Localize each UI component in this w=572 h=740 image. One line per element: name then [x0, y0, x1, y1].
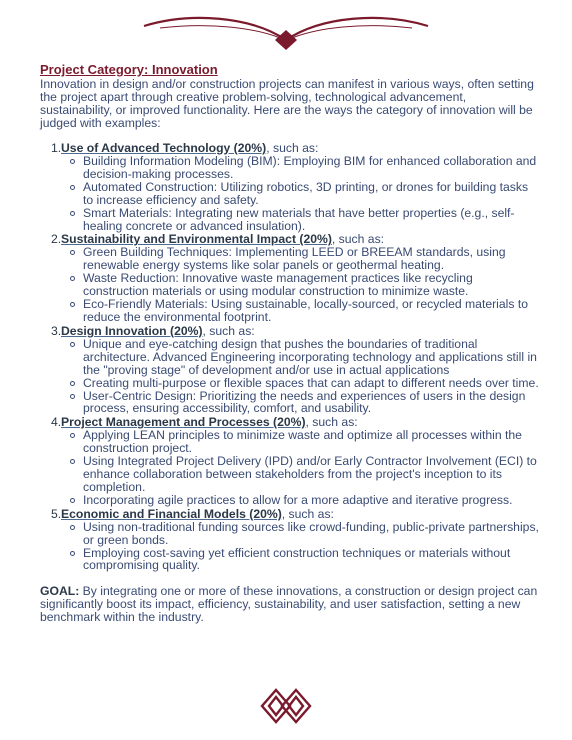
example-text: Building Information Modeling (BIM): Employing BIM for enhanced collaboration and decision-making processes. — [83, 154, 537, 181]
footer-logo-emblem — [260, 686, 312, 726]
category-name: Economic and Financial Models (20%) — [61, 506, 282, 521]
example-text: Smart Materials: Integrating new materials that have better properties (e.g., self-healing concrete or advanced insulation). — [83, 205, 515, 233]
goal-statement — [40, 585, 540, 624]
example-text: Incorporating agile practices to allow for a more adaptive and iterative progress. — [83, 492, 513, 507]
hollow-circle-bullet-icon — [70, 302, 75, 307]
intro-paragraph: Innovation in design and/or construction projects can manifest in various ways, often setting the project apart through creative problem-solving, technological advancement, sustainability, or improved functionality. Here are the ways the category of innovation will be judged with examples: — [40, 77, 534, 130]
category-item — [40, 233, 540, 323]
hollow-circle-bullet-icon — [70, 394, 75, 399]
category-suffix: , such as: — [305, 415, 358, 430]
category-item — [40, 325, 540, 415]
example-item — [61, 494, 540, 507]
example-text: Creating multi-purpose or flexible spaces that can adapt to different needs over time. — [83, 375, 539, 390]
example-list — [61, 246, 540, 323]
hollow-circle-bullet-icon — [70, 381, 75, 386]
hollow-circle-bullet-icon — [70, 459, 75, 464]
category-suffix: , such as: — [331, 232, 385, 247]
category-suffix: , such as: — [266, 141, 319, 155]
category-item — [40, 142, 540, 232]
example-item — [61, 547, 540, 573]
top-flourish-ornament — [140, 10, 432, 54]
hollow-circle-bullet-icon — [70, 498, 75, 503]
example-item — [61, 521, 540, 547]
hollow-circle-bullet-icon — [70, 551, 75, 556]
hollow-circle-bullet-icon — [70, 433, 75, 438]
example-item — [61, 155, 540, 181]
category-item — [40, 508, 540, 573]
example-text: Applying LEAN principles to minimize waste and optimize all processes within the construction project. — [83, 428, 522, 456]
category-number: 5. — [51, 506, 62, 521]
example-item — [61, 338, 540, 377]
category-name: Project Management and Processes (20%) — [61, 415, 306, 430]
example-item — [61, 455, 540, 494]
category-number: 2. — [51, 232, 62, 247]
hollow-circle-bullet-icon — [70, 525, 75, 530]
example-text: Unique and eye-catching design that pushes the boundaries of traditional architecture. Advanced Engineering incorporating technology and applications still in the "proving stage" of development and/or use in actual applications — [83, 336, 537, 377]
example-item — [61, 207, 540, 233]
example-item — [61, 390, 540, 416]
document-body — [40, 62, 540, 624]
hollow-circle-bullet-icon — [70, 342, 75, 347]
example-item — [61, 298, 540, 324]
example-list — [61, 155, 540, 232]
example-list — [61, 521, 540, 573]
goal-label: GOAL: — [40, 584, 80, 599]
category-number: 1. — [51, 141, 62, 155]
category-name: Design Innovation (20%) — [61, 323, 203, 338]
example-text: User-Centric Design: Prioritizing the needs and experiences of users in the design process, ensuring accessibility, comfort, and usability. — [83, 388, 526, 416]
category-suffix: , such as: — [202, 323, 255, 338]
hollow-circle-bullet-icon — [70, 276, 75, 281]
example-item — [61, 181, 540, 207]
example-item — [61, 429, 540, 455]
category-suffix: , such as: — [281, 506, 334, 521]
category-list — [40, 142, 540, 572]
example-text: Automated Construction: Utilizing robotics, 3D printing, or drones for building tasks to increase efficiency and safety. — [83, 179, 529, 207]
example-list — [61, 429, 540, 506]
example-item — [61, 246, 540, 272]
hollow-circle-bullet-icon — [70, 185, 75, 190]
example-text: Using Integrated Project Delivery (IPD) and/or Early Contractor Involvement (ECI) to enhance collaboration between stakeholders from the project's inception to its completion. — [83, 454, 537, 494]
example-text: Employing cost-saving yet efficient construction techniques or materials without compromising quality. — [83, 545, 511, 573]
category-number: 4. — [51, 415, 62, 430]
page-title: Project Category: Innovation — [40, 62, 218, 77]
hollow-circle-bullet-icon — [70, 159, 75, 164]
example-text: Green Building Techniques: Implementing LEED or BREEAM standards, using renewable energy systems like solar panels or geothermal heating. — [83, 245, 506, 273]
hollow-circle-bullet-icon — [70, 250, 75, 255]
example-text: Waste Reduction: Innovative waste management practices like recycling construction materials or using modular construction to minimize waste. — [83, 271, 473, 299]
goal-text: By integrating one or more of these innovations, a construction or design project can significantly boost its impact, efficiency, sustainability, and user satisfaction, setting a new benchmark within the industry. — [40, 584, 538, 625]
category-number: 3. — [51, 323, 62, 338]
category-name: Sustainability and Environmental Impact (20%) — [61, 232, 332, 247]
hollow-circle-bullet-icon — [70, 211, 75, 216]
example-item — [61, 272, 540, 298]
example-text: Eco-Friendly Materials: Using sustainable, locally-sourced, or recycled materials to reduce the environmental footprint. — [83, 297, 529, 324]
category-item — [40, 416, 540, 506]
example-text: Using non-traditional funding sources like crowd-funding, public-private partnerships, or green bonds. — [83, 519, 539, 547]
category-name: Use of Advanced Technology (20%) — [61, 141, 267, 155]
example-list — [61, 338, 540, 415]
